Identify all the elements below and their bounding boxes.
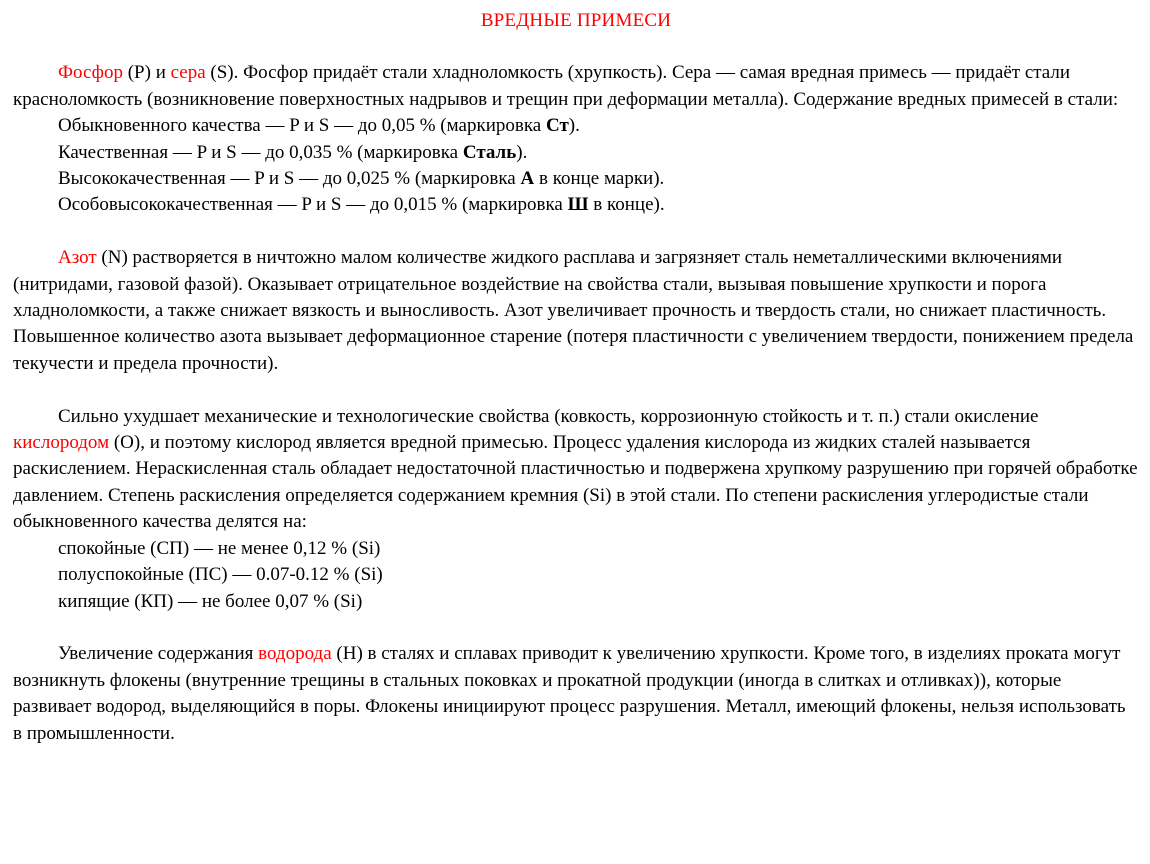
grade-tail: в конце марки). [534,168,665,190]
oxygen-term: кислородом [13,432,110,454]
grade-item [13,166,1139,192]
grade-text: Высококачественная — P и S — до 0,025 % (маркировка [58,168,521,190]
grade-text: Обыкновенного качества — P и S — до 0,05 % (маркировка [58,115,546,137]
oxygen-paragraph [13,404,1139,536]
hydrogen-term: водорода [258,643,332,665]
paragraph-gap [13,377,1139,403]
grade-item [13,140,1139,166]
grade-item [13,192,1139,218]
document [13,8,1139,747]
paragraph-gap [13,219,1139,245]
oxygen-text: (О), и поэтому кислород является вредной примесью. Процесс удаления кислорода из жидких сталей называется раскислением. Нераскисленная сталь обладает недостаточной пластичностью и подвержена хрупкому разрушению при горячей обработке давлением. Степень раскисления определяется содержанием кремния (Si) в этой стали. По степени раскисления углеродистые стали обыкновенного качества делятся на: [13,432,1138,533]
grade-mark: А [520,168,535,190]
grade-tail: ). [516,141,528,163]
nitrogen-paragraph [13,245,1139,377]
paragraph-gap [13,615,1139,641]
deoxidation-type-item: спокойные (СП) — не менее 0,12 % (Si) [58,537,381,559]
sulfur-term: сера [170,62,206,84]
page-title: ВРЕДНЫЕ ПРИМЕСИ [480,10,672,31]
phosphorus-term: Фосфор [58,62,123,84]
nitrogen-term: Азот [58,247,97,269]
grade-tail: в конце). [588,194,665,216]
grade-tail: ). [568,115,580,137]
phosphorus-text-2: (S). Фосфор придаёт стали хладноломкость (хрупкость). Сера — самая вредная примесь — придаёт стали красноломкость (возникновение поверхностных надрывов и трещин при деформации металла). Содержание вредных примесей в стали: [13,62,1119,110]
grade-mark: Ст [545,115,569,137]
phosphorus-text-1: (P) и [122,62,171,84]
phosphorus-paragraph [13,60,1139,113]
oxygen-text-pre: Сильно ухудшает механические и технологические свойства (ковкость, коррозионную стойкость и т. п.) стали окисление [58,405,1039,427]
hydrogen-text: (H) в сталях и сплавах приводит к увеличению хрупкости. Кроме того, в изделиях проката могут возникнуть флокены (внутренние трещины в стальных поковках и прокатной продукции (иногда в слитках и отливках)), которые развивает водород, выделяющийся в поры. Флокены инициируют процесс разрушения. Металл, имеющий флокены, нельзя использовать в промышленности. [13,643,1126,744]
grade-item [13,113,1139,139]
deoxidation-type-item: кипящие (КП) — не более 0,07 % (Si) [58,590,363,612]
hydrogen-text-pre: Увеличение содержания [58,643,259,665]
deoxidation-type-item: полуспокойные (ПС) — 0.07-0.12 % (Si) [58,564,383,586]
grade-text: Особовысококачественная — P и S — до 0,015 % (маркировка [58,194,568,216]
nitrogen-text: (N) растворяется в ничтожно малом количестве жидкого расплава и загрязняет сталь неметаллическими включениями (нитридами, газовой фазой). Оказывает отрицательное воздействие на свойства стали, вызывая повышение хрупкости и порога хладноломкости, а также снижает вязкость и выносливость. Азот увеличивает прочность и твердость стали, но снижает пластичность. Повышенное количество азота вызывает деформационное старение (потеря пластичности с увеличением твердости, понижением предела текучести и предела прочности). [13,247,1134,374]
hydrogen-paragraph [13,641,1139,747]
grade-mark: Ш [567,194,589,216]
grade-mark: Сталь [462,141,517,163]
grade-text: Качественная — P и S — до 0,035 % (маркировка [58,141,463,163]
